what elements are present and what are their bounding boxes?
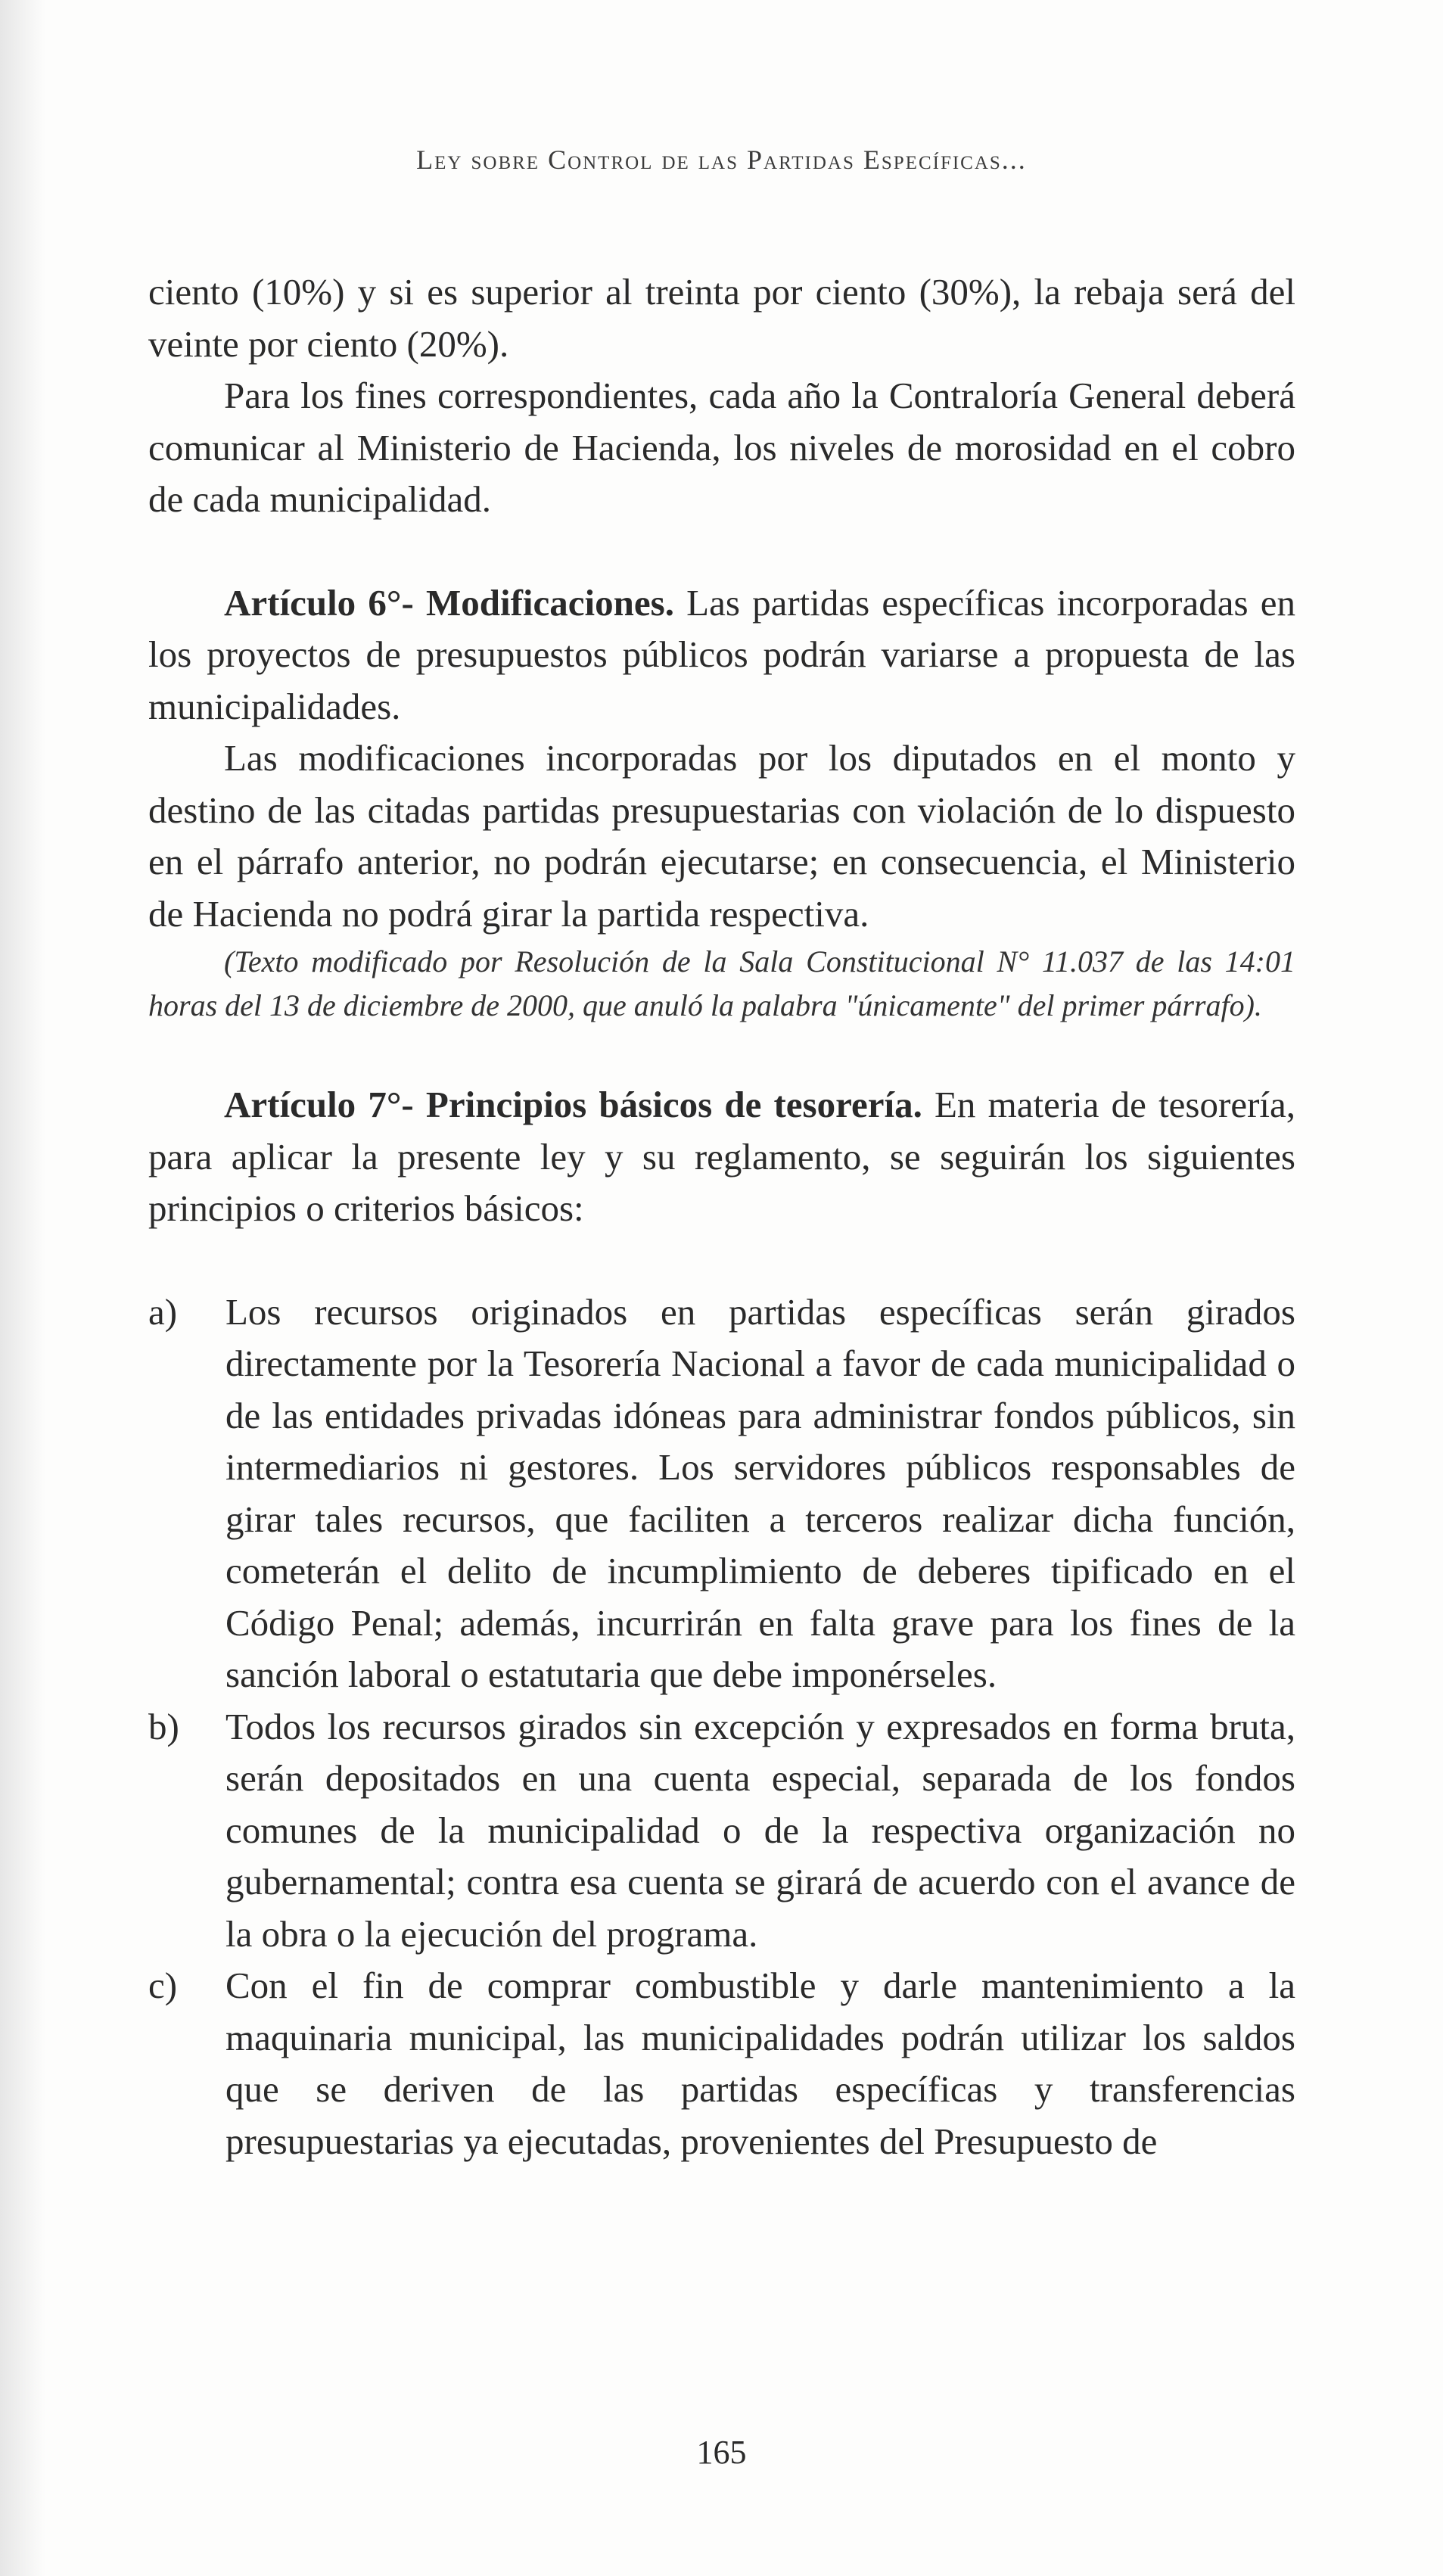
list-item	[148, 1960, 1295, 2167]
article-6-heading: Artículo 6°- Modificaciones.	[224, 581, 674, 624]
section-gap	[148, 526, 1295, 577]
list-item-text: Con el fin de comprar combustible y darle mantenimiento a la maquinaria municipal, las municipalidades podrán utilizar los saldos que se deriven de las partidas específicas y transferencias presupuestarias ya ejecutadas, provenientes del Presupuesto de	[225, 1965, 1295, 2162]
article-7-text: En materia de tesorería, para aplicar la presente ley y su reglamento, se seguirán los siguientes principios o criterios básicos:	[148, 1084, 1295, 1229]
paragraph-contraloria: Para los fines correspondientes, cada año la Contraloría General deberá comunicar al Ministerio de Hacienda, los niveles de morosidad en el cobro de cada municipalidad.	[148, 375, 1295, 520]
running-header: Ley sobre Control de las Partidas Específicas...	[416, 145, 1027, 175]
list-item-text: Todos los recursos girados sin excepción y expresados en forma bruta, serán depositados en una cuenta especial, separada de los fondos comunes de la municipalidad o de la respectiva organización no gubernamental; contra esa cuenta se girará de acuerdo con el avance de la obra o la ejecución del programa.	[225, 1705, 1295, 1955]
list-item	[148, 1701, 1295, 1961]
page-number: 165	[696, 2434, 747, 2471]
section-gap	[148, 1235, 1295, 1286]
list-item-label: a)	[148, 1290, 178, 1333]
list-item-label: c)	[148, 1965, 178, 2006]
article-7-paragraph	[148, 1079, 1295, 1235]
article-6-paragraph-2: Las modificaciones incorporadas por los diputados en el monto y destino de las citadas partidas presupuestarias con violación de lo dispuesto en el párrafo anterior, no podrán ejecutarse; en consecuencia, el Ministerio de Hacienda no podrá girar la partida respectiva.	[148, 737, 1295, 935]
list-item-label: b)	[148, 1705, 179, 1747]
list-item-text: Los recursos originados en partidas específicas serán girados directamente por la Tesorería Nacional a favor de cada municipalidad o de las entidades privadas idóneas para administrar fondos públicos, sin intermediarios ni gestores. Los servidores públicos responsables de girar tales recursos, que faciliten a terceros realizar dicha función, cometerán el delito de incumplimiento de deberes tipificado en el Código Penal; además, incurrirán en falta grave para los fines de la sanción laboral o estatutaria que debe imponérseles.	[225, 1290, 1295, 1695]
principles-list	[148, 1286, 1295, 2168]
list-item	[148, 1286, 1295, 1701]
paragraph-continuation: ciento (10%) y si es superior al treinta por ciento (30%), la rebaja será del veinte por ciento (20%).	[148, 271, 1295, 365]
article-6-note: (Texto modificado por Resolución de la Sala Constitucional N° 11.037 de las 14:01 horas del 13 de diciembre de 2000, que anuló la palabra "únicamente" del primer párrafo).	[148, 944, 1295, 1022]
page-gutter-shadow	[0, 0, 45, 2576]
article-6-text: Las partidas específicas incorporadas en los proyectos de presupuestos públicos podrán variarse a propuesta de las municipalidades.	[148, 581, 1295, 727]
section-gap	[148, 1028, 1295, 1079]
article-7-heading: Artículo 7°- Principios básicos de tesorería.	[224, 1084, 922, 1125]
article-6-paragraph	[148, 577, 1295, 733]
page-body	[148, 266, 1295, 2167]
